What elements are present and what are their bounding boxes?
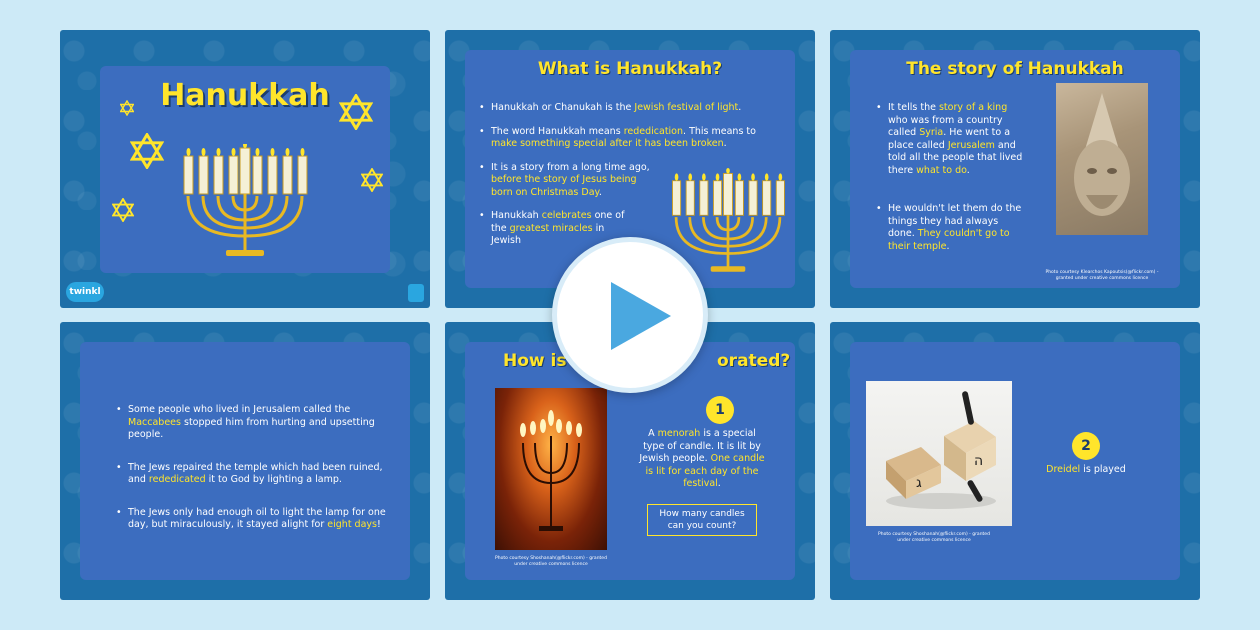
hebrew-letter-icon: ה — [974, 453, 984, 469]
slide-title: Hanukkah — [160, 78, 330, 113]
bullet-item: • It tells the story of a king who was from a country called Syria. He went to a place called Jerusalem and told all the people that lived there what to do. — [876, 102, 1026, 177]
bullet-item: • Some people who lived in Jerusalem called the Maccabees stopped him from hurting and upsetting people. — [116, 404, 386, 442]
bullet-item: • Hanukkah celebrates one of the greatest miracles in Jewish — [479, 210, 629, 248]
slide-title-end: orated? — [717, 351, 791, 371]
dreidel-photo — [866, 381, 1012, 526]
menorah-description: A menorah is a special type of candle. It is lit by Jewish people. One candle is lit for each day of the festival. — [639, 428, 765, 489]
slide-thumbnail-4[interactable] — [60, 322, 430, 600]
slide-title: How is — [503, 351, 567, 371]
play-button[interactable] — [552, 237, 708, 393]
dreidel-description: Dreidel is played — [1046, 464, 1126, 475]
photo-caption: Photo courtesy Shoshanah(@flickr.com) - granted under creative commons licence — [878, 532, 990, 543]
slide-panel — [80, 342, 410, 580]
slide-thumbnail-6[interactable] — [830, 322, 1200, 600]
slide-title: What is Hanukkah? — [537, 59, 723, 79]
small-logo-icon — [408, 284, 424, 302]
bullet-item: • The word Hanukkah means rededication. This means to make something special after it has been broken. — [479, 126, 769, 151]
star-of-david-icon — [112, 198, 134, 222]
slide-panel — [850, 50, 1180, 288]
bullet-item: • He wouldn't let them do the things they had always done. They couldn't go to their temple. — [876, 203, 1026, 253]
star-of-david-icon — [130, 133, 164, 169]
bullet-item: • The Jews only had enough oil to light the lamp for one day, but miraculously, it stayed alight for eight days! — [116, 507, 386, 532]
slide-title: The story of Hanukkah — [906, 59, 1124, 79]
star-of-david-icon — [361, 168, 383, 192]
slide-thumbnail-1[interactable] — [60, 30, 430, 308]
statue-head-photo — [1056, 83, 1148, 235]
twinkl-logo: twinkl — [66, 282, 104, 302]
bullet-list — [876, 102, 1026, 264]
hebrew-letter-icon: ג — [916, 475, 922, 491]
bullet-item: • It is a story from a long time ago, before the story of Jesus being born on Christmas Day. — [479, 162, 659, 200]
bullet-list — [116, 404, 386, 543]
bullet-item: • Hanukkah or Chanukah is the Jewish festival of light. — [479, 102, 769, 115]
photo-caption: Photo courtesy Klearchos Kapoutsis(@flickr.com) - granted under creative commons licence — [1045, 270, 1159, 281]
star-of-david-icon — [339, 94, 373, 130]
play-icon — [605, 280, 675, 352]
menorah-icon — [178, 144, 312, 262]
photo-caption: Photo courtesy Shoshanah(@flickr.com) - granted under creative commons licence — [495, 556, 607, 567]
step-number-badge: 2 — [1072, 432, 1100, 460]
step-number-badge: 1 — [706, 396, 734, 424]
bullet-item: • The Jews repaired the temple which had been ruined, and rededicated it to God by lighting a lamp. — [116, 462, 386, 487]
star-of-david-icon — [120, 100, 134, 116]
question-box: How many candles can you count? — [647, 504, 757, 536]
menorah-photo — [495, 388, 607, 550]
slide-panel — [850, 342, 1180, 580]
slide-thumbnail-3[interactable] — [830, 30, 1200, 308]
